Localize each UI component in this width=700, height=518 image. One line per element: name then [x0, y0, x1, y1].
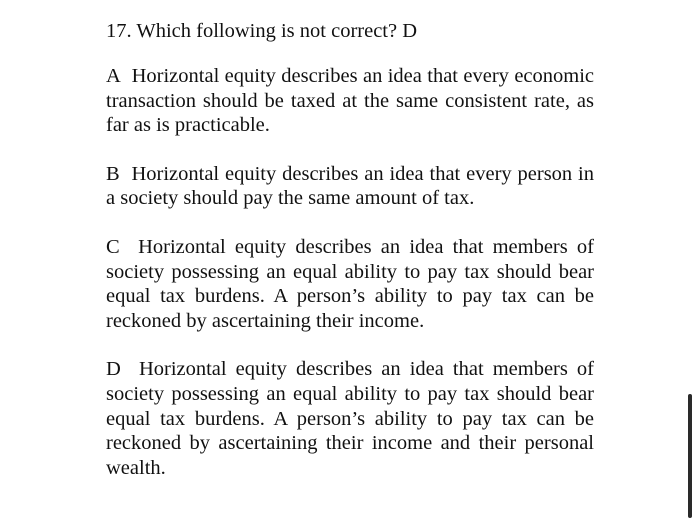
option-c-letter: C	[106, 235, 120, 258]
option-b-text: Horizontal equity describes an idea that every person in a society should pay the same amount of tax.	[106, 162, 595, 210]
option-d-text: Horizontal equity describes an idea that members of society possessing an equal ability to pay tax should bear equal tax burdens. A person’s ability to pay tax can be reckoned by ascertaining their income and their personal wealth.	[106, 358, 594, 479]
option-a	[106, 64, 594, 138]
document-page	[106, 18, 594, 504]
vertical-scrollbar[interactable]	[688, 394, 692, 518]
option-d-letter: D	[106, 358, 121, 381]
option-b-letter: B	[106, 162, 120, 185]
question-text: 17. Which following is not correct? D	[106, 20, 418, 42]
option-c-text: Horizontal equity describes an idea that members of society possessing an equal ability to pay tax should bear equal tax burdens. A person’s ability to pay tax can be reckoned by ascertaining their income.	[106, 235, 594, 332]
option-d	[106, 357, 594, 480]
option-b	[106, 162, 594, 211]
option-c	[106, 235, 594, 333]
option-a-text: Horizontal equity describes an idea that every economic transaction should be taxed at the same consistent rate, as far as is practicable.	[106, 65, 595, 137]
option-a-letter: A	[106, 65, 121, 87]
